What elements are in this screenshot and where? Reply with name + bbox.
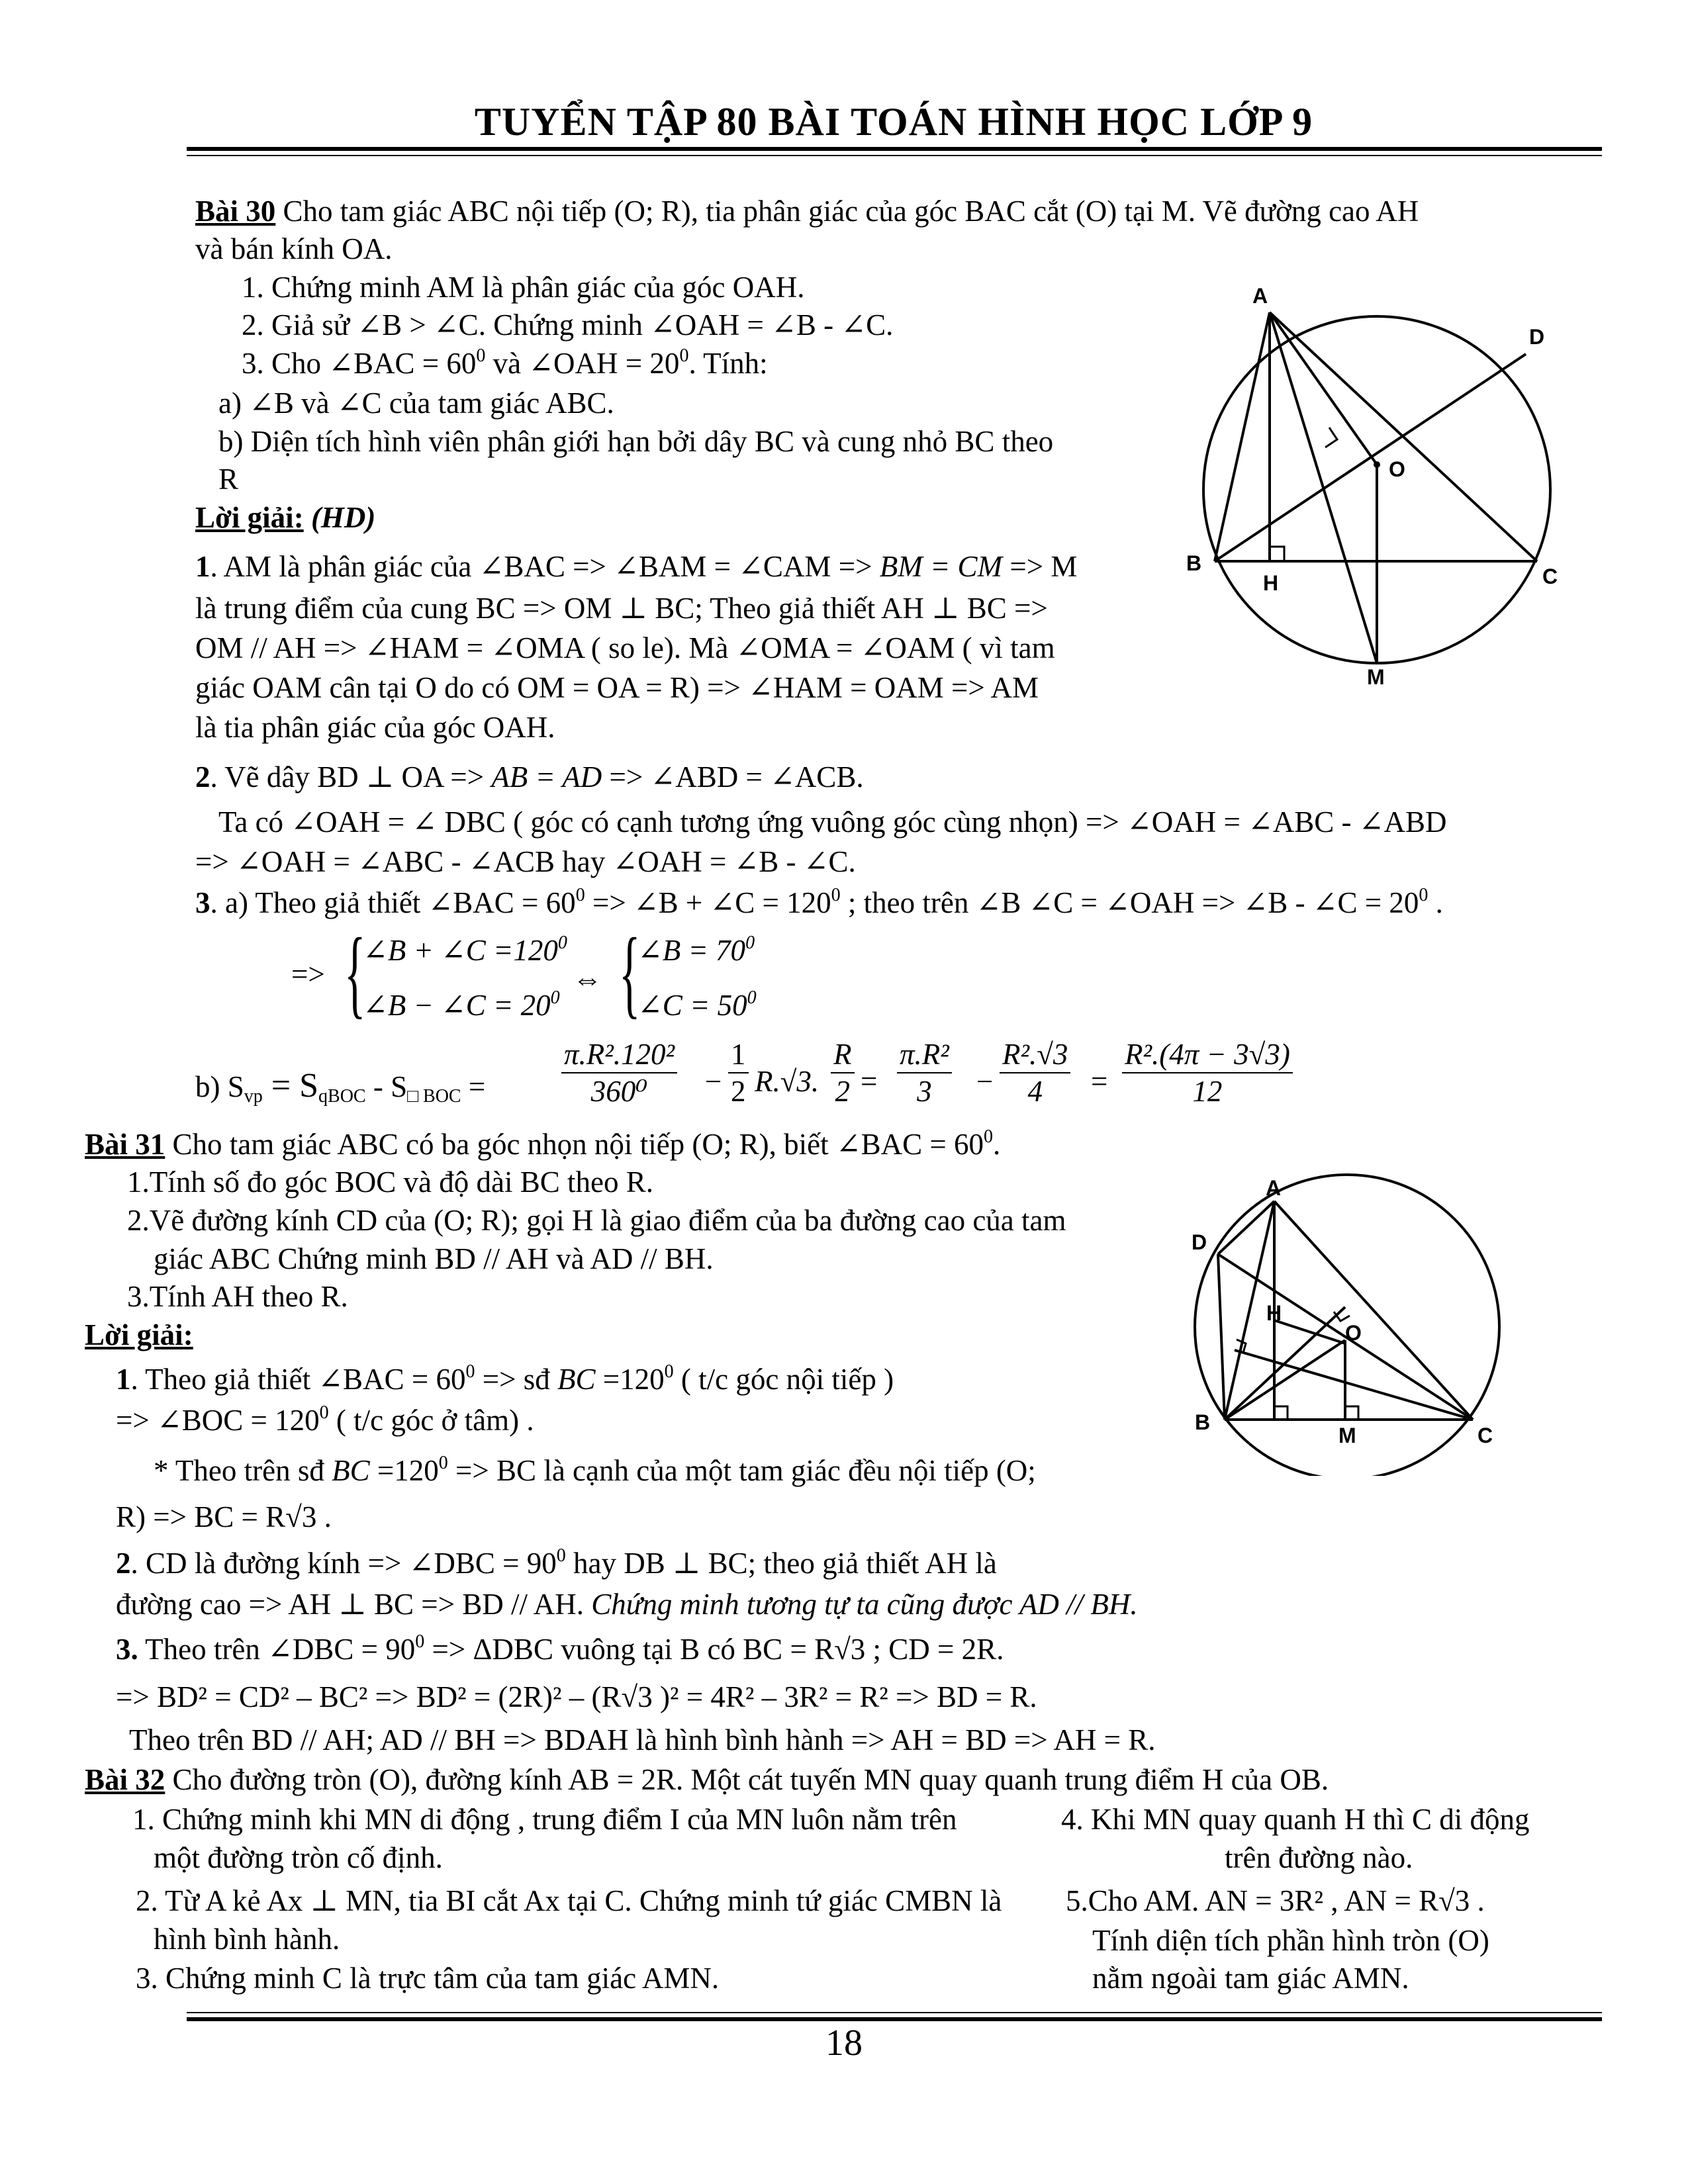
- problem-30-question-1: 1. Chứng minh AM là phân giác của góc OAH.: [242, 271, 805, 304]
- problem-30-question-3: 3. Cho ∠BAC = $60^0$ và ∠OAH = $20^0$. Tính:: [242, 345, 768, 380]
- problem-31-question-2-cont: giác ABC Chứng minh BD // AH và AD // BH.: [154, 1242, 714, 1275]
- problem-31-solution-label: Lời giải:: [85, 1318, 193, 1351]
- fig1-segment-AO: [1270, 312, 1377, 465]
- fraction-3: $\frac{R}{2}$: [831, 1038, 855, 1109]
- problem-32-question-5-cont-1: Tính diện tích phần hình tròn (O): [1092, 1924, 1489, 1957]
- problem-32-question-5-cont-2: nằm ngoài tam giác AMN.: [1092, 1962, 1409, 1995]
- fraction-5: $\frac{\text{R².√3}}{4}$: [1000, 1038, 1070, 1109]
- problem-32-label: Bài 32: [85, 1763, 165, 1796]
- problem-30-solution-2-line-2: Ta có ∠OAH = ∠ DBC ( góc có cạnh tương ứng vuông góc cùng nhọn) => ∠OAH = ∠ABC - ∠ABD: [218, 805, 1447, 839]
- problem-31-solution-2-line-1: 2. CD là đường kính => ∠DBC = $90^0$ hay DB ⊥ BC; theo giả thiết AH là: [116, 1545, 997, 1580]
- problem-31-solution-1-line-2: => ∠BOC = $120^0$ ( t/c góc ở tâm) .: [116, 1402, 534, 1437]
- page-title: TUYỂN TẬP 80 BÀI TOÁN HÌNH HỌC LỚP 9: [474, 100, 1313, 144]
- problem-31-question-1: 1.Tính số đo góc BOC và độ dài BC theo R.: [127, 1165, 653, 1199]
- fig1-label-B: B: [1186, 551, 1202, 575]
- solution-row-1: ∠B = $70^0$: [637, 933, 755, 967]
- problem-30-solution-1-line-2: là trung điểm của cung BC => OM ⊥ BC; Theo giả thiết AH ⊥ BC =>: [195, 592, 1048, 625]
- minus-sign-1: −: [705, 1065, 722, 1098]
- problem-32-question-4: 4. Khi MN quay quanh H thì C di động: [1061, 1803, 1530, 1836]
- problem-32-question-1-cont: một đường tròn cố định.: [154, 1841, 443, 1874]
- fig2-label-M: M: [1338, 1424, 1356, 1447]
- fig2-right-angle-B: [1334, 1312, 1350, 1321]
- footer-rule-thick: [187, 2017, 1602, 2021]
- fig1-label-O: O: [1389, 457, 1405, 481]
- solution-row-2: ∠C = $50^0$: [637, 987, 757, 1022]
- problem-31-solution-1-line-1: 1. Theo giả thiết ∠BAC = $60^0$ => sđ BC $=120^0$ ( t/c góc nội tiếp ): [116, 1361, 894, 1396]
- problem-30-solution-1-line-1: 1. AM là phân giác của ∠BAC => ∠BAM = ∠CAM => BM = CM => M: [195, 550, 1078, 583]
- problem-32-question-2-cont: hình bình hành.: [154, 1923, 340, 1956]
- problem-31-question-3: 3.Tính AH theo R.: [127, 1280, 348, 1313]
- footer-rule-thin: [187, 2012, 1602, 2013]
- fig1-center-dot: [1374, 461, 1380, 468]
- problem-31-solution-1-line-4: R) => BC = R√3 .: [116, 1500, 332, 1533]
- fig1-label-D: D: [1529, 325, 1545, 349]
- problem-31-statement: Bài 31 Cho tam giác ABC có ba góc nhọn nội tiếp (O; R), biết ∠BAC = $60^0$.: [85, 1126, 1001, 1161]
- header-rule-thin: [187, 155, 1602, 156]
- fig2-segment-DA: [1218, 1201, 1274, 1254]
- fig1-right-angle-BD-OA: [1325, 428, 1337, 447]
- fig1-segment-AB: [1215, 312, 1270, 561]
- fig2-label-C: C: [1477, 1424, 1493, 1447]
- middle-term: R.√3.: [755, 1065, 820, 1098]
- problem-31-question-2: 2.Vẽ đường kính CD của (O; R); gọi H là giao điểm của ba đường cao của tam: [127, 1204, 1066, 1237]
- system-arrow: =>: [291, 958, 325, 991]
- fraction-2: $\frac{1}{2}$: [728, 1038, 749, 1109]
- fig2-label-O: O: [1345, 1321, 1362, 1345]
- figure-problem-30: [1172, 278, 1569, 688]
- problem-30-question-b-cont: R: [218, 463, 239, 496]
- fig1-label-H: H: [1263, 571, 1279, 595]
- problem-30-question-2: 2. Giả sử ∠B > ∠C. Chứng minh ∠OAH = ∠B - ∠C.: [242, 308, 894, 341]
- problem-30-solution-1-line-5: là tia phân giác của góc OAH.: [195, 711, 555, 744]
- problem-30-solution-1-line-3: OM // AH => ∠HAM = ∠OMA ( so le). Mà ∠OMA = ∠OAM ( vì tam: [195, 631, 1055, 664]
- fig2-label-A: A: [1266, 1176, 1282, 1200]
- problem-30-solution-2-line-1: 2. Vẽ dây BD ⊥ OA => AB = AD => ∠ABD = ∠ACB.: [195, 760, 864, 794]
- equals-sign-2: =: [1091, 1065, 1108, 1098]
- figure-problem-31: [1172, 1171, 1516, 1476]
- fig2-label-D: D: [1192, 1230, 1207, 1254]
- problem-31-solution-3-line-3: Theo trên BD // AH; AD // BH => BDAH là hình bình hành => AH = BD => AH = R.: [129, 1723, 1156, 1756]
- equals-sign-1: =: [861, 1065, 878, 1098]
- fig2-label-H: H: [1266, 1301, 1282, 1325]
- problem-32-question-1: 1. Chứng minh khi MN di động , trung điểm I của MN luôn nằm trên: [132, 1803, 957, 1836]
- fig1-right-angle-H: [1270, 547, 1284, 561]
- problem-30-statement-cont: và bán kính OA.: [195, 232, 393, 265]
- problem-30-question-a: a) ∠B và ∠C của tam giác ABC.: [218, 387, 614, 420]
- equivalence-symbol: ⇔: [573, 962, 602, 995]
- problem-32-question-2: 2. Từ A kẻ Ax ⊥ MN, tia BI cắt Ax tại C. Chứng minh tứ giác CMBN là: [136, 1884, 1002, 1917]
- problem-31-solution-3-line-1: 3. Theo trên ∠DBC = $90^0 => \Delta DBC$ vuông tại B có BC = R√3 ; CD = 2R.: [116, 1631, 1004, 1666]
- problem-30-solution-2-line-3: => ∠OAH = ∠ABC - ∠ACB hay ∠OAH = ∠B - ∠C.: [195, 845, 856, 878]
- problem-31-solution-2-line-2: đường cao => AH ⊥ BC => BD // AH. Chứng minh tương tự ta cũng được AD // BH.: [116, 1588, 1138, 1621]
- fraction-1: $\frac{\text{π.R².120²}}{\text{360⁰}}$: [561, 1038, 677, 1109]
- system-row-2: ∠B − ∠C = $20^0$: [363, 987, 560, 1022]
- system-brace-right: {: [619, 918, 641, 1028]
- problem-31-solution-3-line-2: => BD² = CD² – BC² => BD² = (2R)² – (R√3 )² = 4R² – 3R² = R² => BD = R.: [116, 1680, 1037, 1713]
- system-brace-left: {: [344, 918, 366, 1028]
- fig2-altitude-from-C: [1235, 1350, 1473, 1420]
- fig1-label-A: A: [1252, 284, 1268, 308]
- header-rule-thick: [187, 147, 1602, 151]
- problem-31-solution-1-line-3: * Theo trên sđ BC $=120^0$ => BC là cạnh của một tam giác đều nội tiếp (O;: [154, 1453, 1036, 1487]
- problem-31-label: Bài 31: [85, 1128, 165, 1161]
- fig2-right-angle-M: [1345, 1406, 1358, 1420]
- problem-32-question-3: 3. Chứng minh C là trực tâm của tam giác AMN.: [136, 1962, 720, 1995]
- fig1-chord-BD: [1215, 354, 1526, 561]
- problem-30-solution-label: Lời giải: (HD): [195, 501, 376, 534]
- problem-32-statement: Bài 32 Cho đường tròn (O), đường kính AB = 2R. Một cát tuyến MN quay quanh trung điểm H của OB.: [85, 1763, 1329, 1796]
- minus-sign-2: −: [976, 1065, 994, 1098]
- area-formula-lhs: b) $S_{vp} = S_{qBOC} - S_{□ BOC}$ =: [195, 1067, 486, 1107]
- problem-30-solution-3-line-1: 3. a) Theo giả thiết ∠BAC = $60^0$ => ∠B + ∠C = $120^0$ ; theo trên ∠B ∠C = ∠OAH => ∠B - ∠C = $20^0$ .: [195, 885, 1443, 919]
- fig2-label-B: B: [1195, 1410, 1211, 1434]
- fig2-right-angle-A: [1274, 1406, 1288, 1420]
- problem-32-question-4-cont: trên đường nào.: [1225, 1841, 1413, 1874]
- system-row-1: ∠B + ∠C $=120^0$: [363, 933, 567, 967]
- problem-30-question-b: b) Diện tích hình viên phân giới hạn bởi dây BC và cung nhỏ BC theo: [218, 425, 1054, 458]
- problem-30-solution-1-line-4: giác OAM cân tại O do có OM = OA = R) => ∠HAM = OAM => AM: [195, 671, 1039, 704]
- fig2-segment-DB: [1218, 1254, 1225, 1420]
- problem-30-statement: Bài 30 Cho tam giác ABC nội tiếp (O; R), tia phân giác của góc BAC cắt (O) tại M. Vẽ đường cao AH: [195, 195, 1419, 228]
- problem-32-question-5: 5.Cho AM. AN = 3R² , AN = R√3 .: [1066, 1884, 1485, 1917]
- page-number: 18: [825, 2023, 863, 2064]
- problem-30-label: Bài 30: [195, 195, 276, 228]
- fig1-label-M: M: [1367, 665, 1385, 688]
- fraction-6: $\frac{\text{R².(4π − 3√3)}}{12}$: [1122, 1038, 1293, 1109]
- fraction-4: $\frac{\text{π.R²}}{3}$: [897, 1038, 952, 1109]
- fig1-label-C: C: [1542, 565, 1558, 588]
